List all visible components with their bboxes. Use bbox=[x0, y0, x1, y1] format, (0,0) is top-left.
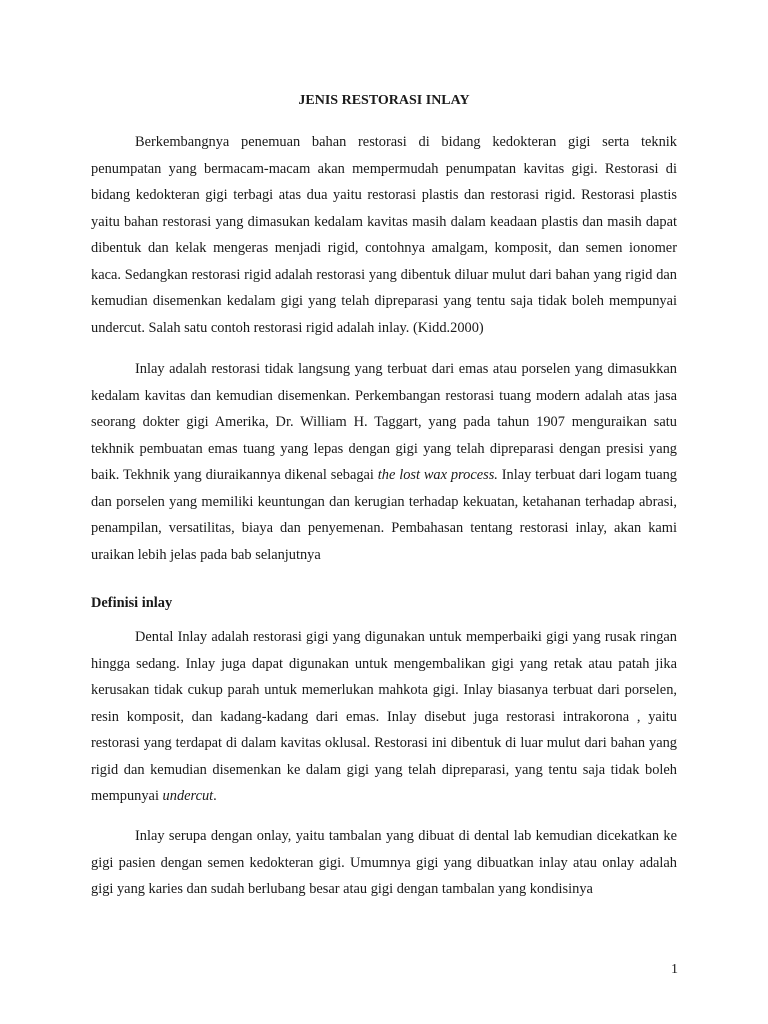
paragraph-1: Berkembangnya penemuan bahan restorasi di bidang kedokteran gigi serta teknik penumpatan yang bermacam-macam akan mempermudah penumpatan kavitas gigi. Restorasi di bidang kedokteran gigi terbagi atas dua yaitu restorasi plastis dan restorasi rigid. Restorasi plastis yaitu bahan restorasi yang dimasukan kedalam kavitas masih dalam keadaan plastis dan masih dapat dibentuk dan kelak mengeras menjadi rigid, contohnya amalgam, komposit, dan semen ionomer kaca. Sedangkan restorasi rigid adalah restorasi yang dibentuk diluar mulut dari bahan yang rigid dan kemudian disemenkan kedalam gigi yang telah dipreparasi yang tentu saja tidak boleh mempunyai undercut. Salah satu contoh restorasi rigid adalah inlay. (Kidd.2000) bbox=[91, 134, 677, 336]
paragraph-2-italic: the lost wax process. bbox=[377, 467, 498, 483]
paragraph-2-text-after: Inlay terbuat dari logam tuang dan porselen yang memiliki keuntungan dan kerugian terhadap kekuatan, ketahanan terhadap abrasi, penampilan, versatilitas, biaya dan penyemenan. Pembahasan tentang restorasi inlay, akan kami uraikan lebih jelas pada bab selanjutnya bbox=[91, 467, 677, 563]
section-paragraph-1-text-before: Dental Inlay adalah restorasi gigi yang digunakan untuk memperbaiki gigi yang rusak ringan hingga sedang. Inlay juga dapat digunakan untuk mengembalikan gigi yang retak atau patah jika kerusakan tidak cukup parah untuk memerlukan mahkota gigi. Inlay biasanya terbuat dari porselen, resin komposit, dan kadang-kadang dari emas. Inlay disebut juga restorasi intrakorona , yaitu restorasi yang terdapat di dalam kavitas oklusal. Restorasi ini dibentuk di luar mulut dari bahan yang rigid dan kemudian disemenkan ke dalam gigi yang telah dipreparasi, yang tentu saja tidak boleh mempunyai bbox=[91, 629, 677, 804]
section-paragraph-2: Inlay serupa dengan onlay, yaitu tambalan yang dibuat di dental lab kemudian dicekatkan ke gigi pasien dengan semen kedokteran gigi. Umumnya gigi yang dibuatkan inlay atau onlay adalah gigi yang karies dan sudah berlubang besar atau gigi dengan tambalan yang kondisinya bbox=[91, 828, 677, 897]
section-paragraph-1 bbox=[91, 624, 677, 810]
section-paragraph-1-italic: undercut bbox=[162, 788, 214, 804]
paragraph-2 bbox=[91, 356, 677, 568]
page-number: 1 bbox=[671, 962, 678, 977]
section-paragraph-1-text-after: . bbox=[213, 788, 217, 804]
document-title: JENIS RESTORASI INLAY bbox=[298, 93, 470, 108]
section-heading: Definisi inlay bbox=[91, 595, 173, 611]
paragraph-2-text-before: Inlay adalah restorasi tidak langsung yang terbuat dari emas atau porselen yang dimasukkan kedalam kavitas dan kemudian disemenkan. Perkembangan restorasi tuang modern adalah atas jasa seorang dokter gigi Amerika, Dr. William H. Taggart, yang pada tahun 1907 menguraikan satu tekhnik pembuatan emas tuang yang lepas dengan gigi yang telah dipreparasi dengan presisi yang baik. Tekhnik yang diuraikannya dikenal sebagai bbox=[91, 361, 677, 483]
